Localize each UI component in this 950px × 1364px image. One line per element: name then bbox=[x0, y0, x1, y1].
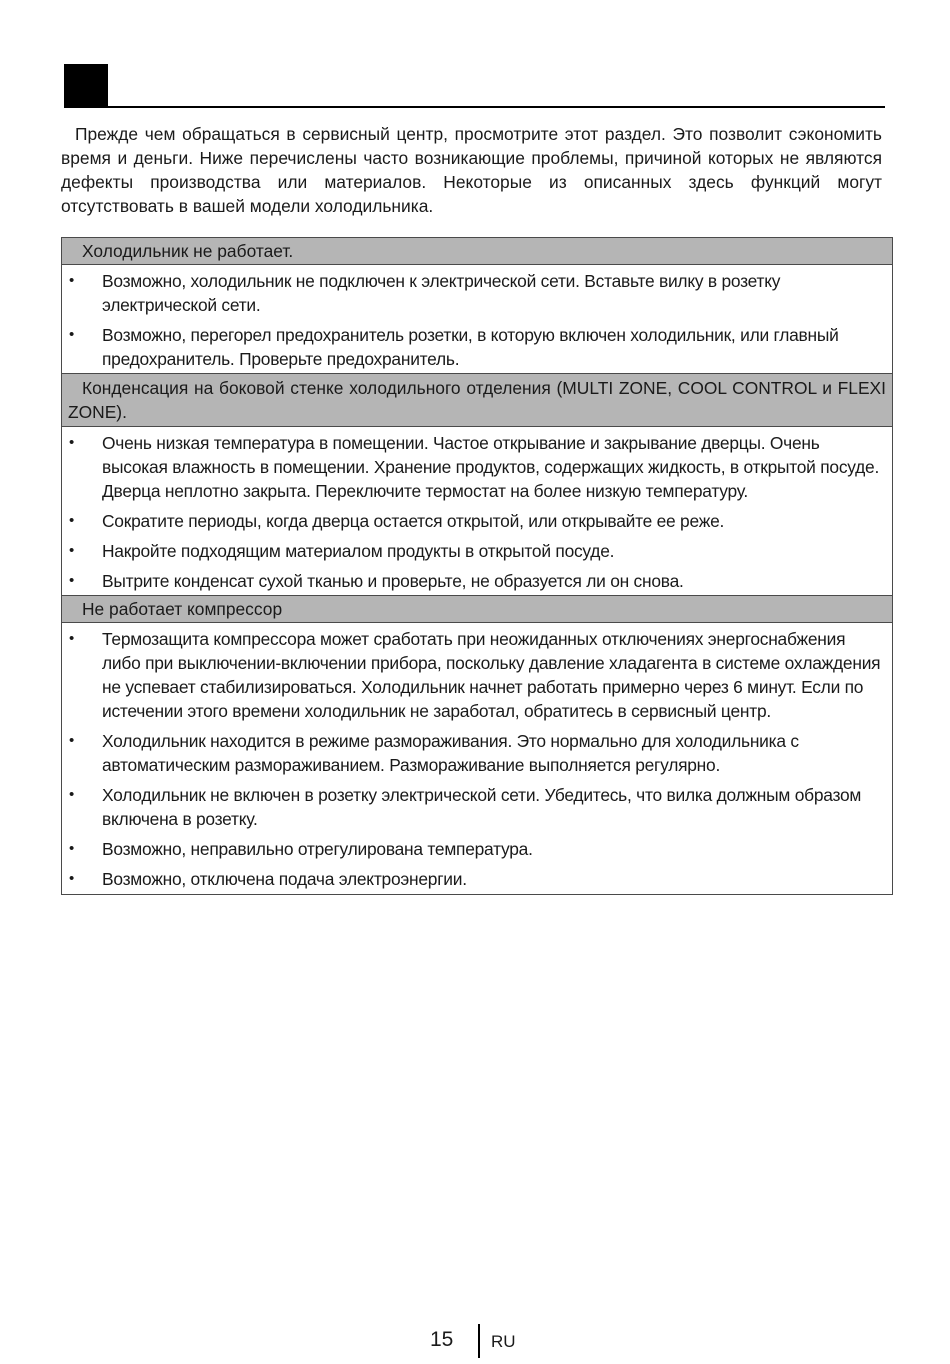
page-number: 15 bbox=[430, 1328, 454, 1351]
item-text: Сократите периоды, когда дверца остается открытой, или открывайте ее реже. bbox=[102, 511, 725, 531]
item-text: Термозащита компрессора может сработать при неожиданных отключениях энергоснабжения либо при выключении-включении прибора, поскольку давление хладагента в системе охлаждения не успевает стабилизироваться. Холодильник начнет работать примерно через 6 минут. Если по истечении этого времени холодильник не заработал, обратитесь в сервисный центр. bbox=[102, 629, 881, 721]
intro-paragraph: Прежде чем обращаться в сервисный центр, просмотрите этот раздел. Это позволит сэкономить время и деньги. Ниже перечислены часто возникающие проблемы, причиной которых не являются дефекты производства или материалов. Некоторые из описанных здесь функций могут отсутствовать в вашей модели холодильника. bbox=[61, 124, 882, 216]
list-item bbox=[62, 837, 892, 861]
list-item bbox=[62, 431, 892, 503]
section-header-not-working: Холодильник не работает. bbox=[62, 238, 892, 265]
bullet: • bbox=[69, 786, 75, 803]
list-item bbox=[62, 539, 892, 563]
bullet: • bbox=[69, 630, 75, 647]
bullet: • bbox=[69, 572, 75, 589]
footer-divider bbox=[478, 1324, 480, 1358]
section-body-compressor bbox=[62, 623, 892, 894]
section-header-compressor: Не работает компрессор bbox=[62, 596, 892, 623]
list-item bbox=[62, 509, 892, 533]
bullet: • bbox=[69, 732, 75, 749]
list-item bbox=[62, 269, 892, 317]
list-item bbox=[62, 323, 892, 371]
list-item bbox=[62, 729, 892, 777]
section-body-condensation bbox=[62, 427, 892, 596]
section-body-not-working bbox=[62, 265, 892, 374]
item-text: Вытрите конденсат сухой тканью и проверьте, не образуется ли он снова. bbox=[102, 571, 684, 591]
item-text: Очень низкая температура в помещении. Частое открывание и закрывание дверцы. Очень высокая влажность в помещении. Хранение продуктов, содержащих жидкость, в открытой посуде. Дверца неплотно закрыта. Переключите термостат на более низкую температуру. bbox=[102, 433, 880, 501]
bullet: • bbox=[69, 512, 75, 529]
list-item bbox=[62, 783, 892, 831]
item-text: Накройте подходящим материалом продукты в открытой посуде. bbox=[102, 541, 615, 561]
item-text: Возможно, отключена подача электроэнергии. bbox=[102, 869, 467, 889]
header-rule bbox=[108, 106, 885, 108]
bullet: • bbox=[69, 272, 75, 289]
bullet: • bbox=[69, 840, 75, 857]
bullet: • bbox=[69, 326, 75, 343]
bullet: • bbox=[69, 434, 75, 451]
list-item bbox=[62, 867, 892, 891]
item-text: Возможно, перегорел предохранитель розетки, в которую включен холодильник, или главный предохранитель. Проверьте предохранитель. bbox=[102, 325, 839, 369]
list-item bbox=[62, 569, 892, 593]
item-text: Возможно, холодильник не подключен к электрической сети. Вставьте вилку в розетку электрической сети. bbox=[102, 271, 781, 315]
troubleshooting-table bbox=[61, 237, 893, 895]
section-marker-block bbox=[64, 64, 108, 108]
item-text: Холодильник не включен в розетку электрической сети. Убедитесь, что вилка должным образом включена в розетку. bbox=[102, 785, 862, 829]
item-text: Холодильник находится в режиме размораживания. Это нормально для холодильника с автоматическим размораживанием. Размораживание выполняется регулярно. bbox=[102, 731, 799, 775]
language-code: RU bbox=[491, 1332, 516, 1351]
bullet: • bbox=[69, 870, 75, 887]
bullet: • bbox=[69, 542, 75, 559]
list-item bbox=[62, 627, 892, 723]
section-header-condensation: Конденсация на боковой стенке холодильного отделения (MULTI ZONE, COOL CONTROL и FLEXI ZONE). bbox=[62, 374, 892, 427]
item-text: Возможно, неправильно отрегулирована температура. bbox=[102, 839, 533, 859]
